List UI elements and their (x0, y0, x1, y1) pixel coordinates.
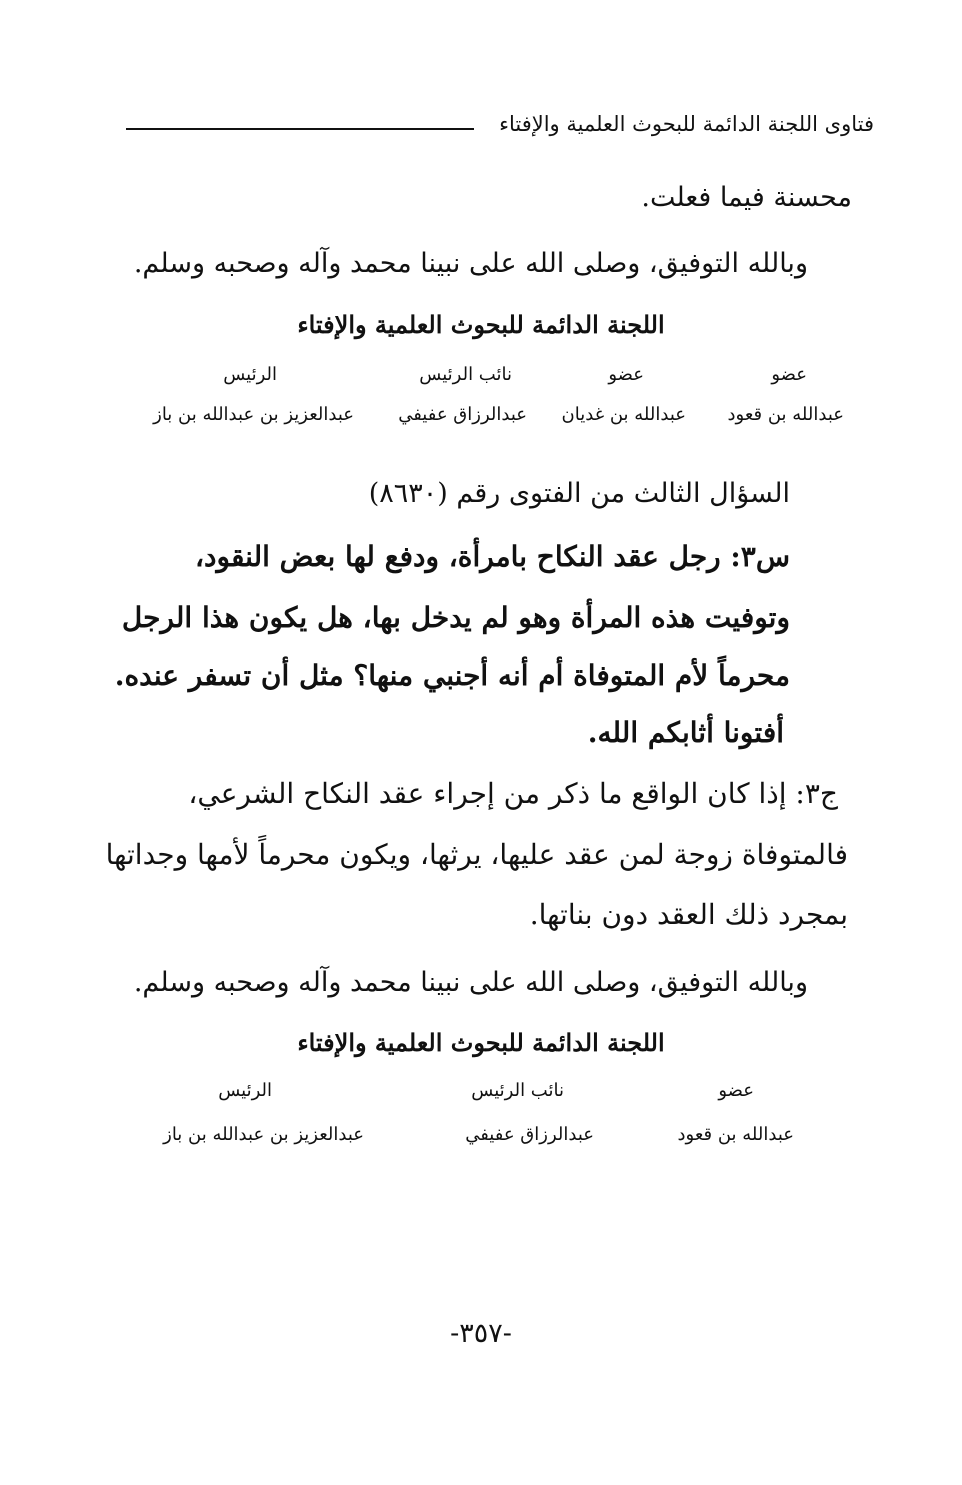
signatory-role: نائب الرئيس (471, 1080, 564, 1101)
signatory-role: عضو (718, 1080, 754, 1101)
continuation-text: محسنة فيما فعلت. (641, 182, 852, 213)
signatory-role: عضو (771, 364, 807, 385)
signatory-name: عبدالله بن غديان (561, 404, 686, 425)
question-line: س٣: رجل عقد النكاح بامرأة، ودفع لها بعض النقود، (195, 540, 790, 573)
question-line: أفتونا أثابكم الله. (587, 716, 784, 749)
signatory-role: عضو (608, 364, 644, 385)
signatory-name: عبدالعزيز بن عبدالله بن باز (153, 404, 354, 425)
page-number: -٣٥٧- (450, 1318, 512, 1349)
signatory-name: عبدالرزاق عفيفي (465, 1124, 594, 1145)
signatory-role: نائب الرئيس (419, 364, 512, 385)
closing-blessing-1: وبالله التوفيق، وصلى الله على نبينا محمد وآله وصحبه وسلم. (133, 248, 808, 279)
answer-line: فالمتوفاة زوجة لمن عقد عليها، يرثها، ويكون محرماً لأمها وجداتها (105, 838, 848, 871)
signatory-role: الرئيس (218, 1080, 272, 1101)
signatory-role: الرئيس (223, 364, 277, 385)
closing-blessing-2: وبالله التوفيق، وصلى الله على نبينا محمد وآله وصحبه وسلم. (133, 967, 808, 998)
answer-line: ج٣: إذا كان الواقع ما ذكر من إجراء عقد النكاح الشرعي، (188, 777, 838, 810)
committee-name-1: اللجنة الدائمة للبحوث العلمية والإفتاء (297, 310, 665, 339)
signature-block-1 (0, 364, 962, 424)
signature-block-2 (0, 1080, 962, 1145)
signatory-name: عبدالعزيز بن عبدالله بن باز (163, 1124, 364, 1145)
question-line: وتوفيت هذه المرأة وهو لم يدخل بها، هل يكون هذا الرجل (121, 601, 790, 634)
committee-name-2: اللجنة الدائمة للبحوث العلمية والإفتاء (297, 1028, 665, 1057)
answer-line: بمجرد ذلك العقد دون بناتها. (529, 898, 848, 931)
running-header-title: فتاوى اللجنة الدائمة للبحوث العلمية والإفتاء (499, 112, 874, 136)
question-line: محرماً لأم المتوفاة أم أنه أجنبي منها؟ مثل أن تسفر عنده. (114, 659, 790, 692)
signatory-name: عبدالرزاق عفيفي (398, 404, 527, 425)
signatory-name: عبدالله بن قعود (677, 1124, 794, 1145)
signatory-name: عبدالله بن قعود (727, 404, 844, 425)
fatwa-heading: السؤال الثالث من الفتوى رقم (٨٦٣٠) (368, 478, 790, 509)
header-rule (126, 128, 474, 130)
